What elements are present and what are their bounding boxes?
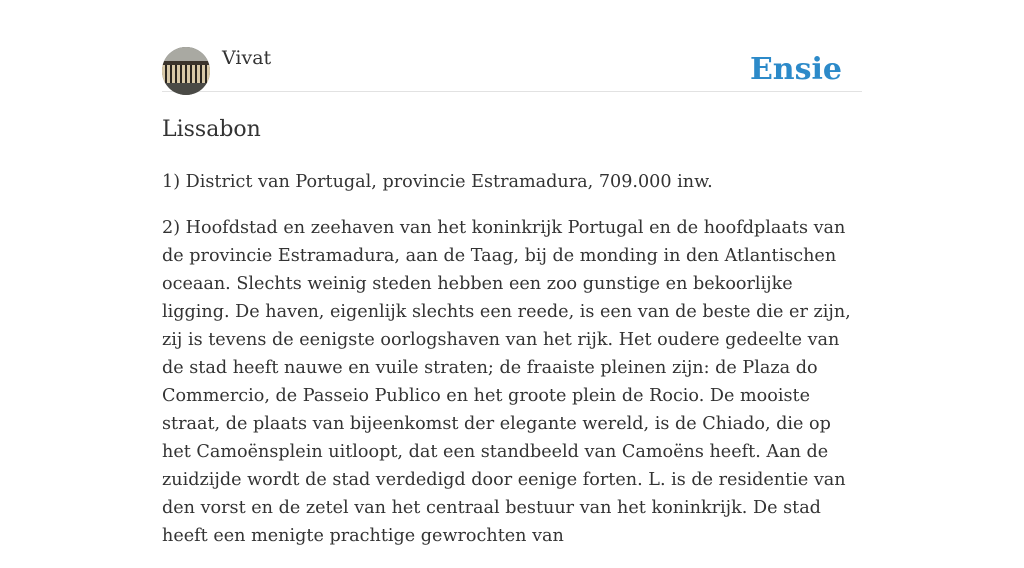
entry-body	[162, 168, 862, 568]
entry-paragraph: 2) Hoofdstad en zeehaven van het koninkrijk Portugal en de hoofdplaats van de provincie Estramadura, aan de Taag, bij de monding in den Atlantischen oceaan. Slechts weinig steden hebben een zoo gunstige en bekoorlijke ligging. De haven, eigenlijk slechts een reede, is een van de beste die er zijn, zij is tevens de eenigste oorlogshaven van het rijk. Het oudere gedeelte van de stad heeft nauwe en vuile straten; de fraaiste pleinen zijn: de Plaza do Commercio, de Passeio Publico en het groote plein de Rocio. De mooiste straat, de plaats van bijeenkomst der elegante wereld, is de Chiado, die op het Camoënsplein uitloopt, dat een standbeeld van Camoëns heeft. Aan de zuidzijde wordt de stad verdedigd door eenige forten. L. is de residentie van den vorst en de zetel van het centraal bestuur van het koninkrijk. De stad heeft een menigte prachtige gewrochten van	[162, 218, 851, 546]
author-name[interactable]: Vivat	[222, 47, 272, 69]
page	[162, 0, 862, 546]
brand-logo[interactable]: Ensie	[749, 52, 842, 87]
library-bookshelf-avatar-icon	[162, 47, 210, 95]
avatar[interactable]	[162, 47, 210, 95]
header	[162, 0, 862, 92]
entry-title: Lissabon	[162, 117, 261, 142]
entry-paragraph: 1) District van Portugal, provincie Estramadura, 709.000 inw.	[162, 172, 713, 192]
